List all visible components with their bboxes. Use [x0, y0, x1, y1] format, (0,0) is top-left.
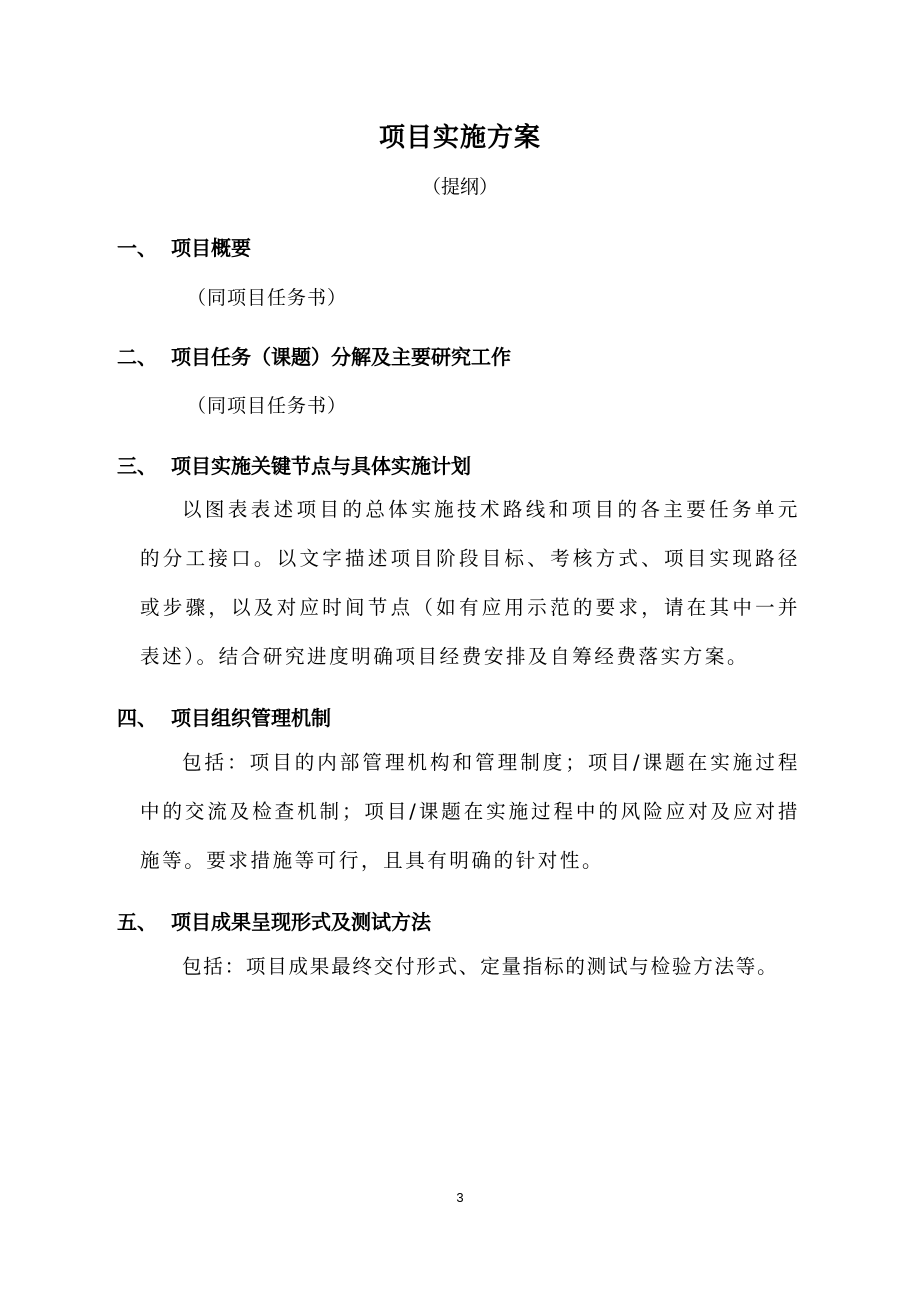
- section-body-4: 包括：项目的内部管理机构和管理制度；项目/课题在实施过程中的交流及检查机制；项目/课题在实施过程中的风险应对及应对措施等。要求措施等可行，且具有明确的针对性。: [140, 751, 800, 872]
- section-title: 项目概要: [171, 236, 251, 260]
- page-number: 3: [456, 1190, 464, 1205]
- document-subtitle: （提纲）: [421, 176, 498, 198]
- section-heading-1: [117, 232, 251, 261]
- section-number: 四、: [117, 706, 157, 730]
- section-heading-5: [117, 906, 431, 935]
- section-number: 一、: [117, 236, 157, 260]
- section-title: 项目任务（课题）分解及主要研究工作: [171, 345, 511, 369]
- section-body-5: 包括：项目成果最终交付形式、定量指标的测试与检验方法等。: [182, 955, 779, 978]
- section-title: 项目成果呈现形式及测试方法: [171, 910, 431, 934]
- section-title: 项目实施关键节点与具体实施计划: [171, 454, 471, 478]
- section-note-1: （同项目任务书）: [187, 287, 348, 309]
- section-number: 五、: [117, 910, 157, 934]
- document-title: 项目实施方案: [378, 123, 541, 153]
- section-heading-3: [117, 450, 471, 479]
- section-heading-2: [117, 341, 511, 370]
- section-title: 项目组织管理机制: [171, 706, 331, 730]
- section-note-2: （同项目任务书）: [187, 395, 348, 417]
- section-heading-4: [117, 702, 331, 731]
- section-body-3: 以图表表述项目的总体实施技术路线和项目的各主要任务单元的分工接口。以文字描述项目阶段目标、考核方式、项目实现路径或步骤，以及对应时间节点（如有应用示范的要求，请在其中一并表述）。结合研究进度明确项目经费安排及自筹经费落实方案。: [140, 498, 800, 668]
- section-number: 三、: [117, 454, 157, 478]
- section-number: 二、: [117, 345, 157, 369]
